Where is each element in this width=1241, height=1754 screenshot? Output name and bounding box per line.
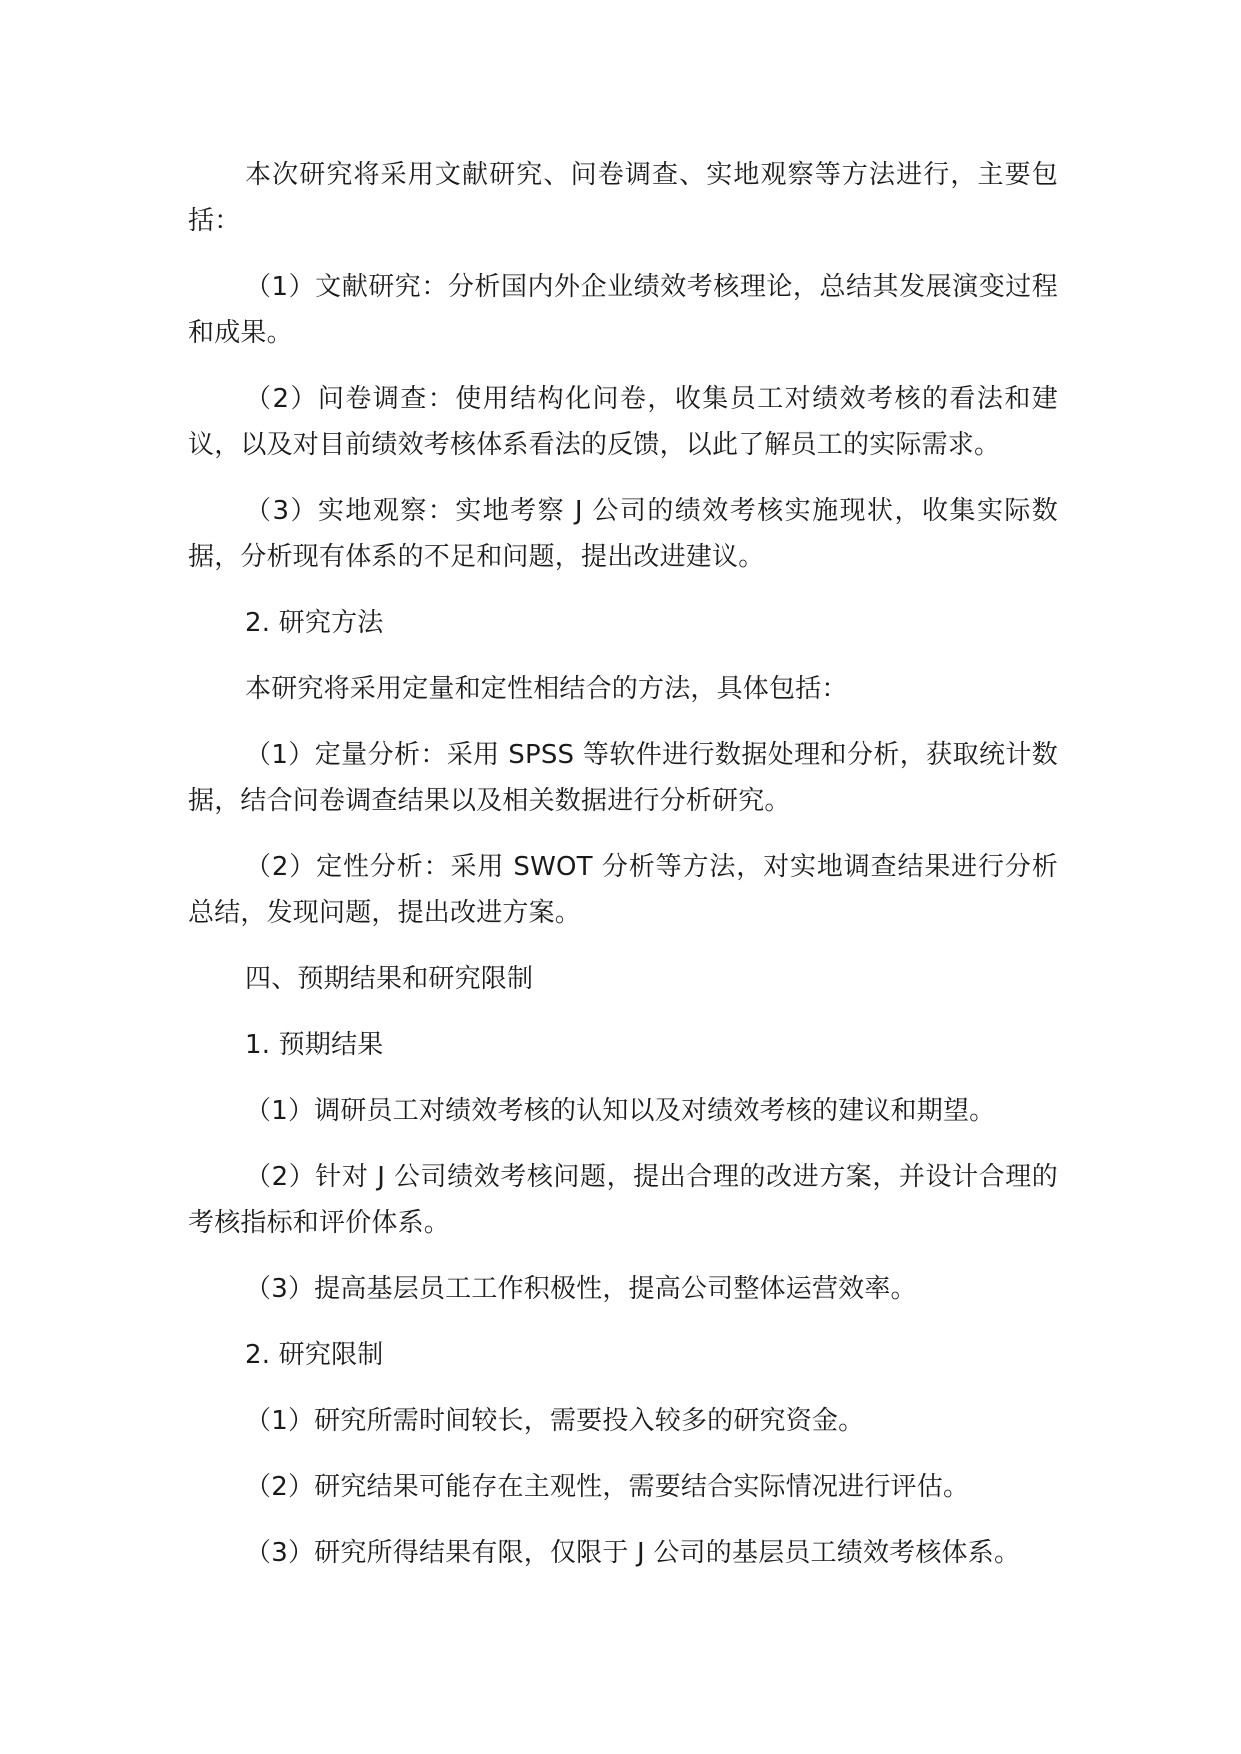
paragraph-questionnaire-survey: （2）问卷调查：使用结构化问卷，收集员工对绩效考核的看法和建议，以及对目前绩效考核体系看法的反馈，以此了解员工的实际需求。 — [188, 384, 1058, 460]
heading-section-four: 四、预期结果和研究限制 — [245, 964, 534, 994]
heading-research-methods: 2. 研究方法 — [245, 608, 384, 638]
paragraph-limitation-3: （3）研究所得结果有限，仅限于 J 公司的基层员工绩效考核体系。 — [245, 1538, 1021, 1568]
heading-research-limitations: 2. 研究限制 — [245, 1340, 384, 1370]
paragraph-quantitative-analysis: （1）定量分析：采用 SPSS 等软件进行数据处理和分析，获取统计数据，结合问卷调查结果以及相关数据进行分析研究。 — [188, 740, 1058, 816]
paragraph-field-observation: （3）实地观察：实地考察 J 公司的绩效考核实施现状，收集实际数据，分析现有体系的不足和问题，提出改进建议。 — [188, 496, 1058, 572]
paragraph-expected-result-1: （1）调研员工对绩效考核的认知以及对绩效考核的建议和期望。 — [245, 1096, 996, 1126]
paragraph-limitation-1: （1）研究所需时间较长，需要投入较多的研究资金。 — [245, 1406, 865, 1436]
paragraph-expected-result-2: （2）针对 J 公司绩效考核问题，提出合理的改进方案，并设计合理的考核指标和评价体系。 — [188, 1162, 1058, 1238]
document-body — [188, 152, 1058, 1596]
paragraph-literature-research: （1）文献研究：分析国内外企业绩效考核理论，总结其发展演变过程和成果。 — [188, 272, 1058, 348]
paragraph-qualitative-analysis: （2）定性分析：采用 SWOT 分析等方法，对实地调查结果进行分析总结，发现问题，提出改进方案。 — [188, 852, 1058, 928]
heading-expected-results: 1. 预期结果 — [245, 1030, 384, 1060]
paragraph-limitation-2: （2）研究结果可能存在主观性，需要结合实际情况进行评估。 — [245, 1472, 970, 1502]
paragraph-expected-result-3: （3）提高基层员工工作积极性，提高公司整体运营效率。 — [245, 1274, 917, 1304]
paragraph-combined-methods: 本研究将采用定量和定性相结合的方法，具体包括： — [245, 674, 848, 704]
paragraph-methods-intro: 本次研究将采用文献研究、问卷调查、实地观察等方法进行，主要包括： — [188, 160, 1058, 236]
